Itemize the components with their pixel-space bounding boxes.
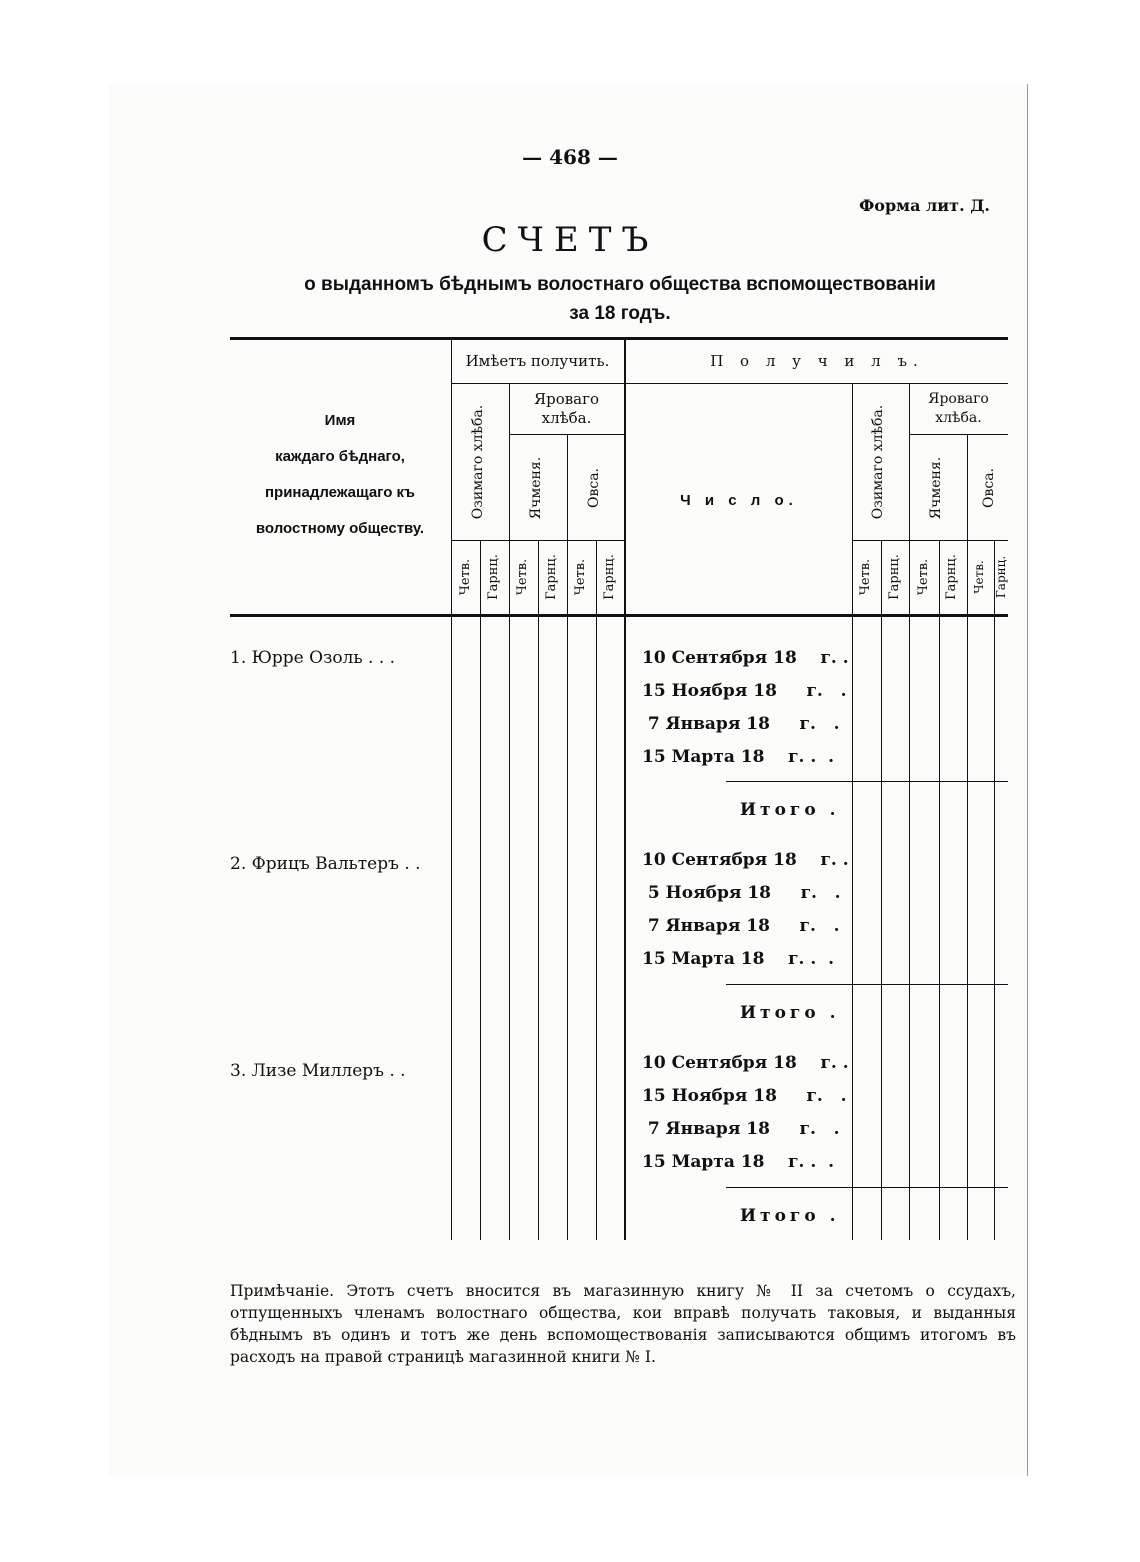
col-line xyxy=(881,540,882,1240)
row-total-label: Итого . xyxy=(740,1003,840,1023)
date-entry: 15 Ноября 18 г. . xyxy=(642,681,847,701)
col-line xyxy=(538,540,539,1240)
date-entry: 10 Сентября 18 г. . xyxy=(642,648,849,668)
garnts-header: Гарнц. xyxy=(602,554,617,600)
footnote: Примѣчаніе. Этотъ счетъ вносится въ магазинную книгу № II за счетомъ о ссудахъ, отпущенныхъ членамъ волостнаго общества, кои вправѣ получать таковыя, и выданныя бѣднымъ въ одинъ и тотъ же день вспомоществованія записываются общимъ итогомъ въ расходъ на правой страницѣ магазинной книги № I. xyxy=(230,1282,1016,1366)
col-line xyxy=(939,540,940,1240)
recipient-name: 3. Лизе Миллеръ . . xyxy=(230,1061,406,1081)
chetv-header: Четв. xyxy=(858,558,873,596)
date-entry: 15 Ноября 18 г. . xyxy=(642,1086,847,1106)
page-number: — 468 — xyxy=(522,145,618,169)
subtitle-line-1: о выданномъ бѣднымъ волостнаго общества вспомоществованіи xyxy=(304,274,936,295)
recipient-name: 1. Юрре Озоль . . . xyxy=(230,648,396,668)
form-label: Форма лит. Д. xyxy=(859,196,990,215)
chetv-header: Четв. xyxy=(972,560,986,594)
garnts-header: Гарнц. xyxy=(544,554,559,600)
name-column-header xyxy=(240,412,440,538)
col-line xyxy=(994,540,995,1240)
col-line xyxy=(624,340,626,1240)
recipient-name: 2. Фрицъ Вальтеръ . . xyxy=(230,854,421,874)
chetv-header: Четв. xyxy=(515,558,530,596)
yachmenya-header-left: Ячменя. xyxy=(528,456,544,520)
date-entry: 15 Марта 18 г. . . xyxy=(642,949,835,969)
header-rule xyxy=(451,383,1008,384)
yarovago-header-right xyxy=(909,390,1008,428)
table-top-rule xyxy=(230,337,1008,340)
header-rule xyxy=(852,540,1008,541)
total-rule xyxy=(726,984,1008,985)
col-line xyxy=(967,434,968,1240)
row-total-label: Итого . xyxy=(740,800,840,820)
garnts-header: Гарнц. xyxy=(994,555,1008,599)
name-header-line: принадлежащаго къ xyxy=(264,484,415,501)
date-entry: 5 Ноября 18 г. . xyxy=(642,883,841,903)
page-edge-line xyxy=(1027,84,1028,1476)
garnts-header: Гарнц. xyxy=(944,554,959,600)
date-entry: 15 Марта 18 г. . . xyxy=(642,747,835,767)
col-line xyxy=(852,383,853,1240)
col-line xyxy=(567,434,568,1240)
garnts-header: Гарнц. xyxy=(887,554,902,600)
name-header-line: Имя xyxy=(324,412,356,429)
imeet-poluchit-header: Имѣетъ получить. xyxy=(465,352,610,370)
chetv-header: Четв. xyxy=(458,558,473,596)
ovsa-header-right: Овса. xyxy=(981,468,997,508)
col-line xyxy=(451,340,452,1240)
ovsa-header-left: Овса. xyxy=(586,468,602,508)
subtitle-line-2: за 18 годъ. xyxy=(569,303,671,324)
name-header-line: волостному обществу. xyxy=(255,520,425,537)
document-title: СЧЕТЪ xyxy=(481,220,659,260)
ozimago-header-right: Озимаго хлѣба. xyxy=(870,404,886,520)
col-line xyxy=(480,540,481,1240)
total-rule xyxy=(726,781,1008,782)
total-rule xyxy=(726,1187,1008,1188)
header-bottom-rule xyxy=(230,614,1008,617)
date-entry: 7 Января 18 г. . xyxy=(642,1119,840,1139)
name-header-line: каждаго бѣднаго, xyxy=(275,448,405,465)
chetv-header: Четв. xyxy=(573,558,588,596)
date-entry: 7 Января 18 г. . xyxy=(642,714,840,734)
date-entry: 15 Марта 18 г. . . xyxy=(642,1152,835,1172)
yachmenya-header-right: Ячменя. xyxy=(928,456,944,520)
poluchil-header: П о л у ч и л ъ. xyxy=(710,352,924,370)
yarovago-header-left xyxy=(509,390,624,428)
date-entry: 10 Сентября 18 г. . xyxy=(642,1053,849,1073)
chislo-header: Ч и с л о. xyxy=(680,492,798,509)
yarovago-text: Яроваго хлѣба. xyxy=(533,390,600,427)
date-entry: 10 Сентября 18 г. . xyxy=(642,850,849,870)
ozimago-header-left: Озимаго хлѣба. xyxy=(470,404,486,520)
col-line xyxy=(509,383,510,1240)
chetv-header: Четв. xyxy=(916,558,931,596)
col-line xyxy=(909,383,910,1240)
garnts-header: Гарнц. xyxy=(486,554,501,600)
yarovago-text: Яроваго хлѣба. xyxy=(928,391,989,426)
header-rule xyxy=(909,434,1008,435)
col-line xyxy=(596,540,597,1240)
date-entry: 7 Января 18 г. . xyxy=(642,916,840,936)
row-total-label: Итого . xyxy=(740,1206,840,1226)
